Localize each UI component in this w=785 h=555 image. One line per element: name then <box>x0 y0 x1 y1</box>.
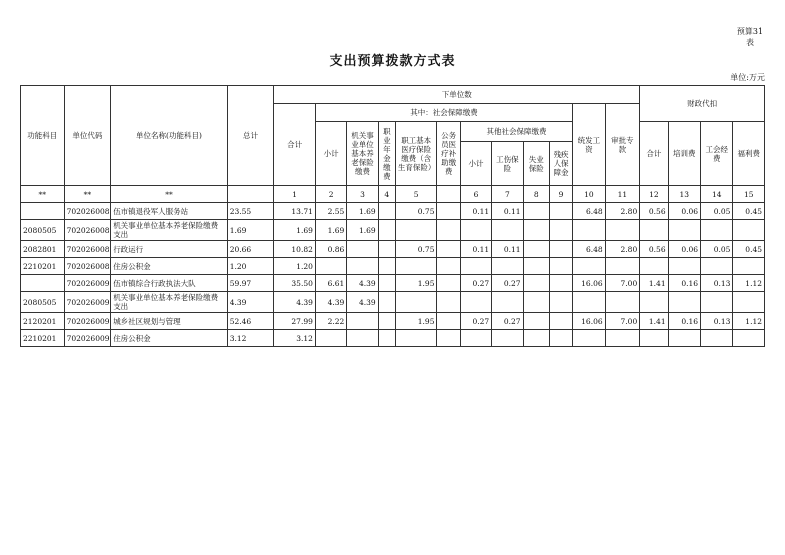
cell-total: 1.69 <box>227 220 274 241</box>
table-cell: 2.55 <box>315 203 346 220</box>
cell-unit-code: 702026009 <box>64 313 111 330</box>
table-cell <box>347 258 378 275</box>
cell-unit-code: 702026008 <box>64 220 111 241</box>
table-cell: 1.12 <box>733 313 765 330</box>
table-cell: 1.69 <box>347 203 378 220</box>
table-cell <box>378 241 395 258</box>
table-cell <box>668 220 700 241</box>
table-cell <box>605 330 640 347</box>
header-approved: 审批专款 <box>605 104 640 186</box>
table-cell: 10.82 <box>274 241 316 258</box>
table-cell <box>395 330 437 347</box>
table-cell: 6.48 <box>573 203 605 220</box>
table-cell <box>378 258 395 275</box>
table-cell: 0.11 <box>460 203 491 220</box>
table-cell <box>460 292 491 313</box>
table-cell <box>437 241 460 258</box>
table-cell <box>437 258 460 275</box>
header-code: 单位代码 <box>64 86 111 186</box>
cell-total: 4.39 <box>227 292 274 313</box>
header-func: 功能科目 <box>21 86 65 186</box>
table-cell <box>523 313 549 330</box>
page-title: 支出预算拨款方式表 <box>329 54 456 69</box>
header-civil-med: 公务员医疗补助缴费 <box>437 122 460 186</box>
table-cell <box>701 258 733 275</box>
table-cell: 7.00 <box>605 313 640 330</box>
header-injury: 工伤保险 <box>492 142 523 186</box>
table-cell <box>395 258 437 275</box>
table-cell <box>733 292 765 313</box>
table-cell <box>701 220 733 241</box>
table-cell <box>347 313 378 330</box>
table-cell <box>492 220 523 241</box>
table-cell <box>701 292 733 313</box>
table-cell: 0.06 <box>668 203 700 220</box>
table-cell <box>605 258 640 275</box>
cell-func-code: 2210201 <box>21 330 65 347</box>
table-row <box>21 313 765 330</box>
index-cell: 1 <box>274 186 316 203</box>
header-welfare: 福利费 <box>733 122 765 186</box>
index-cell: 8 <box>523 186 549 203</box>
index-cell: 11 <box>605 186 640 203</box>
header-heji: 合计 <box>274 104 316 186</box>
index-cell: 4 <box>378 186 395 203</box>
table-cell <box>668 292 700 313</box>
index-cell: 3 <box>347 186 378 203</box>
table-cell <box>437 203 460 220</box>
index-cell: 14 <box>701 186 733 203</box>
index-cell: 13 <box>668 186 700 203</box>
table-cell <box>347 241 378 258</box>
table-cell <box>549 241 572 258</box>
header-annuity: 职业年金缴费 <box>378 122 395 186</box>
table-cell: 0.56 <box>640 203 668 220</box>
table-cell: 0.16 <box>668 313 700 330</box>
header-unemploy: 失业保险 <box>523 142 549 186</box>
cell-total: 1.20 <box>227 258 274 275</box>
index-cell: ** <box>21 186 65 203</box>
table-cell <box>523 220 549 241</box>
cell-unit-name: 住房公积金 <box>111 330 228 347</box>
cell-unit-name: 机关事业单位基本养老保险缴费支出 <box>111 292 228 313</box>
table-cell: 0.45 <box>733 203 765 220</box>
table-cell: 0.75 <box>395 203 437 220</box>
table-cell <box>347 330 378 347</box>
index-cell: 15 <box>733 186 765 203</box>
index-cell: 7 <box>492 186 523 203</box>
table-cell <box>701 330 733 347</box>
table-cell: 0.27 <box>460 313 491 330</box>
table-cell <box>549 292 572 313</box>
cell-unit-name: 伍市镇退役军人服务站 <box>111 203 228 220</box>
cell-unit-code: 702026008 <box>64 241 111 258</box>
table-cell: 0.86 <box>315 241 346 258</box>
table-cell <box>733 258 765 275</box>
index-cell <box>437 186 460 203</box>
table-cell: 1.20 <box>274 258 316 275</box>
table-cell: 1.69 <box>347 220 378 241</box>
index-cell: ** <box>64 186 111 203</box>
table-cell <box>733 220 765 241</box>
table-cell <box>460 220 491 241</box>
table-cell <box>378 330 395 347</box>
header-f-total: 合计 <box>640 122 668 186</box>
table-cell <box>395 220 437 241</box>
table-cell: 0.27 <box>492 275 523 292</box>
table-row <box>21 330 765 347</box>
table-cell <box>378 292 395 313</box>
table-cell <box>492 330 523 347</box>
table-cell <box>573 220 605 241</box>
index-cell: 12 <box>640 186 668 203</box>
table-cell <box>573 330 605 347</box>
table-cell <box>378 313 395 330</box>
cell-total: 52.46 <box>227 313 274 330</box>
table-cell <box>523 275 549 292</box>
table-cell <box>549 313 572 330</box>
table-cell: 0.11 <box>492 203 523 220</box>
cell-func-code: 2210201 <box>21 258 65 275</box>
table-cell <box>492 292 523 313</box>
table-cell: 4.39 <box>274 292 316 313</box>
table-cell <box>605 292 640 313</box>
table-cell: 4.39 <box>347 292 378 313</box>
cell-unit-name: 伍市镇综合行政执法大队 <box>111 275 228 292</box>
table-cell: 0.05 <box>701 203 733 220</box>
table-cell <box>640 330 668 347</box>
table-cell <box>523 292 549 313</box>
table-cell <box>549 220 572 241</box>
cell-unit-name: 城乡社区规划与管理 <box>111 313 228 330</box>
header-social: 其中：社会保障缴费 <box>315 104 572 122</box>
table-cell: 0.27 <box>460 275 491 292</box>
table-cell: 2.22 <box>315 313 346 330</box>
index-cell: 2 <box>315 186 346 203</box>
table-cell <box>549 330 572 347</box>
table-cell <box>523 330 549 347</box>
table-cell: 1.69 <box>274 220 316 241</box>
table-cell: 0.45 <box>733 241 765 258</box>
table-cell: 0.05 <box>701 241 733 258</box>
table-cell <box>573 292 605 313</box>
table-cell: 1.41 <box>640 275 668 292</box>
table-row <box>21 258 765 275</box>
table-cell <box>460 258 491 275</box>
header-fiscal: 财政代扣 <box>640 86 765 122</box>
cell-unit-code: 702026009 <box>64 275 111 292</box>
cell-func-code: 2120201 <box>21 313 65 330</box>
table-cell <box>492 258 523 275</box>
cell-func-code: 2080505 <box>21 220 65 241</box>
table-cell <box>437 220 460 241</box>
index-cell <box>227 186 274 203</box>
index-cell: 6 <box>460 186 491 203</box>
cell-unit-name: 住房公积金 <box>111 258 228 275</box>
table-cell <box>315 330 346 347</box>
table-cell <box>395 292 437 313</box>
table-cell: 1.95 <box>395 275 437 292</box>
header-disabled: 残疾人保障金 <box>549 142 572 186</box>
table-cell: 1.12 <box>733 275 765 292</box>
table-cell <box>378 203 395 220</box>
table-cell <box>437 313 460 330</box>
table-cell: 35.50 <box>274 275 316 292</box>
table-cell: 2.80 <box>605 241 640 258</box>
header-other: 其他社会保障缴费 <box>460 122 572 142</box>
table-cell <box>437 292 460 313</box>
header-other-sub: 小计 <box>460 142 491 186</box>
table-cell: 1.95 <box>395 313 437 330</box>
table-cell: 6.48 <box>573 241 605 258</box>
cell-unit-name: 行政运行 <box>111 241 228 258</box>
table-cell: 13.71 <box>274 203 316 220</box>
table-cell: 4.39 <box>315 292 346 313</box>
table-row <box>21 203 765 220</box>
table-cell: 3.12 <box>274 330 316 347</box>
cell-func-code <box>21 203 65 220</box>
table-cell: 0.11 <box>492 241 523 258</box>
cell-unit-code: 702026009 <box>64 330 111 347</box>
table-cell: 0.06 <box>668 241 700 258</box>
table-cell: 0.13 <box>701 275 733 292</box>
table-row <box>21 292 765 313</box>
table-cell <box>549 275 572 292</box>
table-cell <box>640 258 668 275</box>
header-pension: 机关事业单位基本养老保险缴费 <box>347 122 378 186</box>
table-cell <box>523 241 549 258</box>
table-cell: 7.00 <box>605 275 640 292</box>
cell-func-code: 2080505 <box>21 292 65 313</box>
table-row <box>21 241 765 258</box>
table-cell: 0.75 <box>395 241 437 258</box>
table-cell: 27.99 <box>274 313 316 330</box>
table-cell: 0.16 <box>668 275 700 292</box>
cell-total: 20.66 <box>227 241 274 258</box>
index-cell: 10 <box>573 186 605 203</box>
table-cell <box>640 220 668 241</box>
budget-table <box>20 85 765 347</box>
header-total: 总计 <box>227 86 274 186</box>
table-cell <box>668 258 700 275</box>
header-wage: 统发工资 <box>573 104 605 186</box>
table-cell: 16.06 <box>573 313 605 330</box>
header-medical: 职工基本医疗保险缴费（含生育保险） <box>395 122 437 186</box>
table-cell: 0.27 <box>492 313 523 330</box>
document-number: 预算31 表 <box>736 27 764 47</box>
table-cell: 16.06 <box>573 275 605 292</box>
cell-total: 3.12 <box>227 330 274 347</box>
table-cell <box>549 258 572 275</box>
table-cell: 6.61 <box>315 275 346 292</box>
cell-total: 59.97 <box>227 275 274 292</box>
table-cell <box>437 330 460 347</box>
table-row <box>21 275 765 292</box>
cell-unit-code: 702026008 <box>64 258 111 275</box>
cell-total: 23.55 <box>227 203 274 220</box>
table-cell <box>640 292 668 313</box>
table-cell <box>523 203 549 220</box>
index-cell: 9 <box>549 186 572 203</box>
cell-unit-code: 702026009 <box>64 292 111 313</box>
table-cell: 1.69 <box>315 220 346 241</box>
table-cell <box>315 258 346 275</box>
header-training: 培训费 <box>668 122 700 186</box>
table-cell <box>733 330 765 347</box>
index-cell: ** <box>111 186 228 203</box>
table-cell: 2.80 <box>605 203 640 220</box>
index-cell: 5 <box>395 186 437 203</box>
index-row <box>21 186 765 203</box>
cell-unit-name: 机关事业单位基本养老保险缴费支出 <box>111 220 228 241</box>
table-cell <box>437 275 460 292</box>
cell-unit-code: 702026008 <box>64 203 111 220</box>
table-cell <box>549 203 572 220</box>
table-row <box>21 220 765 241</box>
table-cell <box>573 258 605 275</box>
cell-func-code <box>21 275 65 292</box>
table-cell: 0.13 <box>701 313 733 330</box>
unit-label: 单位:万元 <box>730 73 765 82</box>
table-cell <box>460 330 491 347</box>
table-cell <box>668 330 700 347</box>
table-cell <box>378 220 395 241</box>
header-name: 单位名称(功能科目) <box>111 86 228 186</box>
table-cell <box>605 220 640 241</box>
table-cell: 4.39 <box>347 275 378 292</box>
table-cell: 1.41 <box>640 313 668 330</box>
cell-func-code: 2082801 <box>21 241 65 258</box>
table-cell <box>378 275 395 292</box>
table-cell: 0.56 <box>640 241 668 258</box>
table-cell: 0.11 <box>460 241 491 258</box>
table-cell <box>523 258 549 275</box>
header-lower: 下单位数 <box>274 86 640 104</box>
header-union: 工会经费 <box>701 122 733 186</box>
header-xiaoji: 小计 <box>315 122 346 186</box>
